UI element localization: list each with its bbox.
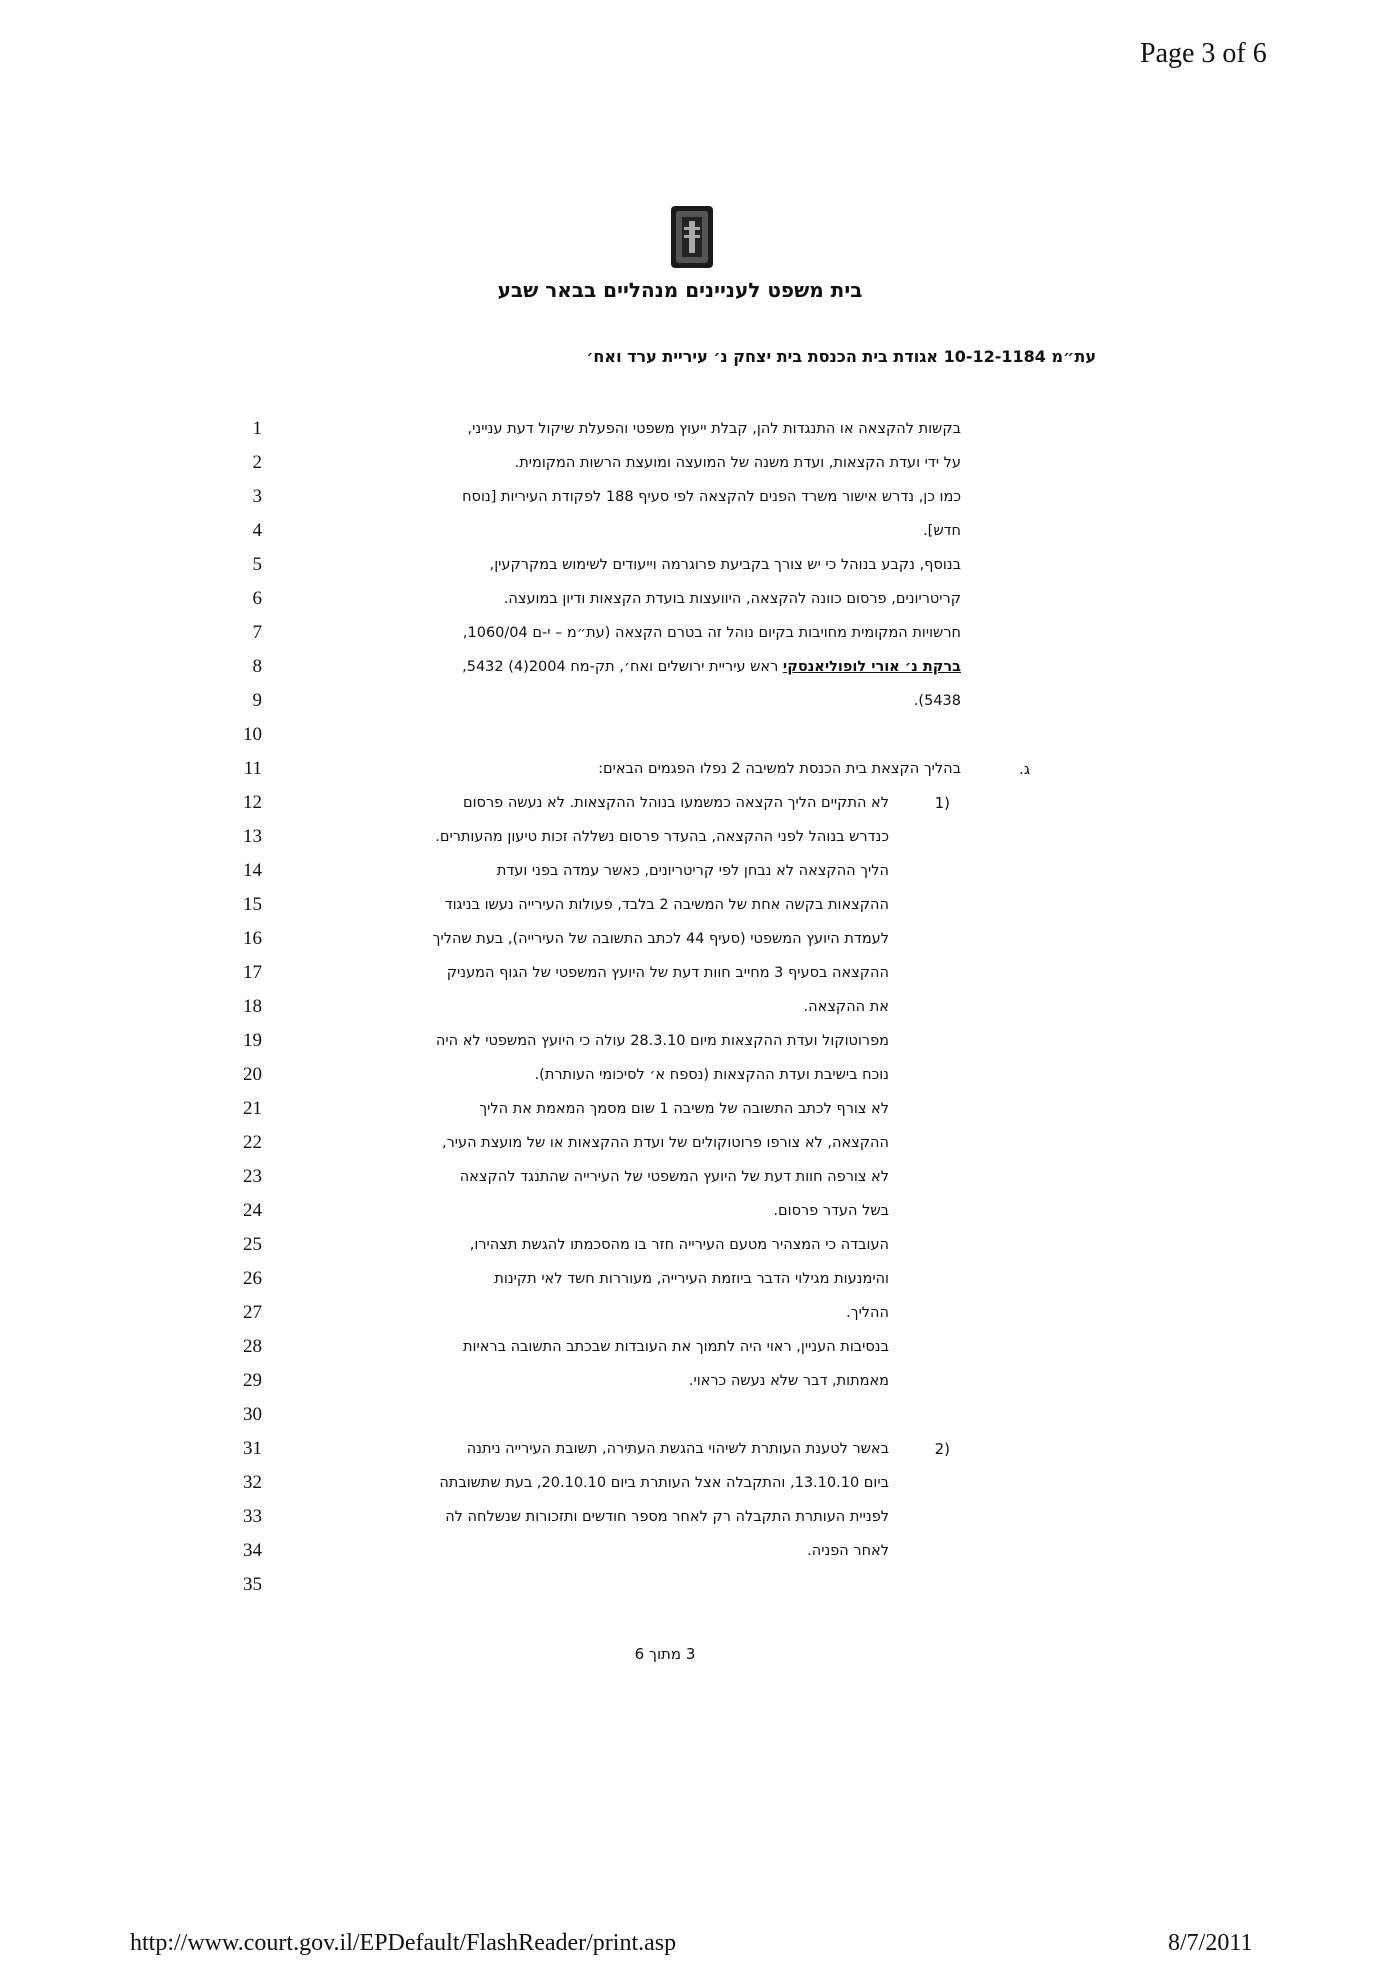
state-emblem-icon bbox=[670, 205, 714, 269]
line-number: 21 bbox=[243, 1098, 262, 1119]
case-title: עת״מ 10-12-1184 אגודת בית הכנסת בית יצחק נ׳ עיריית ערד ואח׳ bbox=[586, 347, 1096, 366]
line-number: 19 bbox=[243, 1030, 262, 1051]
line-number: 20 bbox=[243, 1064, 262, 1085]
text-line: ההקצאות בקשה אחת של המשיבה 2 בלבד, פעולות העירייה נעשו בניגוד bbox=[444, 897, 889, 913]
text-line: לאחר הפניה. bbox=[807, 1543, 889, 1559]
line-number: 4 bbox=[252, 520, 262, 541]
line-number: 34 bbox=[243, 1540, 262, 1561]
line-number: 28 bbox=[243, 1336, 262, 1357]
text-line: על ידי ועדת הקצאות, ועדת משנה של המועצה ומועצת הרשות המקומית. bbox=[514, 455, 961, 471]
text-line: בקשות להקצאה או התנגדות להן, קבלת ייעוץ משפטי והפעלת שיקול דעת ענייני, bbox=[467, 421, 961, 437]
text-line: העובדה כי המצהיר מטעם העירייה חזר בו מהסכמתו להגשת תצהירו, bbox=[469, 1237, 889, 1253]
citation-text: ראש עיריית ירושלים ואח׳, תק-מח 2004(4) 5432, bbox=[462, 659, 779, 675]
text-line: נוכח בישיבת ועדת ההקצאות (נספח א׳ לסיכומי העותרת). bbox=[534, 1067, 889, 1083]
text-line: את ההקצאה. bbox=[803, 999, 889, 1015]
text-line: בנוסף, נקבע בנוהל כי יש צורך בקביעת פרוגרמה וייעודים לשימוש במקרקעין, bbox=[489, 557, 961, 573]
case-party-name: ברקת נ׳ אורי לופוליאנסקי bbox=[782, 659, 961, 675]
page-number-header: Page 3 of 6 bbox=[1140, 38, 1267, 69]
line-number: 25 bbox=[243, 1234, 262, 1255]
line-number: 9 bbox=[252, 690, 262, 711]
line-number: 22 bbox=[243, 1132, 262, 1153]
line-number: 26 bbox=[243, 1268, 262, 1289]
section-marker: ג. bbox=[1019, 760, 1030, 778]
line-number: 1 bbox=[252, 418, 262, 439]
line-number: 27 bbox=[243, 1302, 262, 1323]
line-number: 7 bbox=[252, 622, 262, 643]
text-line: מפרוטוקול ועדת ההקצאות מיום 28.3.10 עולה כי היועץ המשפטי לא היה bbox=[435, 1033, 889, 1049]
line-number: 16 bbox=[243, 928, 262, 949]
text-line: ההליך. bbox=[846, 1305, 889, 1321]
text-line: 5438). bbox=[913, 693, 961, 709]
line-number: 5 bbox=[252, 554, 262, 575]
line-number: 24 bbox=[243, 1200, 262, 1221]
text-line: ההקצאה, לא צורפו פרוטוקולים של ועדת ההקצאות או של מועצת העיר, bbox=[441, 1135, 889, 1151]
text-line-citation bbox=[290, 659, 961, 675]
court-name: בית משפט לעניינים מנהליים בבאר שבע bbox=[497, 278, 863, 302]
line-number: 14 bbox=[243, 860, 262, 881]
line-number: 11 bbox=[243, 758, 262, 779]
text-line: באשר לטענת העותרת לשיהוי בהגשת העתירה, תשובת העירייה ניתנה bbox=[466, 1441, 889, 1457]
text-line: כנדרש בנוהל לפני ההקצאה, בהעדר פרסום נשללה זכות טיעון מהעותרים. bbox=[435, 829, 889, 845]
item-marker: (1 bbox=[934, 794, 950, 812]
line-number: 31 bbox=[243, 1438, 262, 1459]
print-url: http://www.court.gov.il/EPDefault/FlashReader/print.asp bbox=[130, 1930, 677, 1956]
text-line: בשל העדר פרסום. bbox=[773, 1203, 889, 1219]
line-number: 15 bbox=[243, 894, 262, 915]
text-line: ביום 13.10.10, והתקבלה אצל העותרת ביום 20.10.10, בעת שתשובתה bbox=[439, 1475, 889, 1491]
line-number: 6 bbox=[252, 588, 262, 609]
text-line: לעמדת היועץ המשפטי (סעיף 44 לכתב התשובה של העירייה), בעת שהליך bbox=[432, 931, 889, 947]
text-line: בנסיבות העניין, ראוי היה לתמוך את העובדות שבכתב התשובה בראיות bbox=[462, 1339, 889, 1355]
text-line: לא צורף לכתב התשובה של משיבה 1 שום מסמך המאמת את הליך bbox=[479, 1101, 889, 1117]
line-number: 2 bbox=[252, 452, 262, 473]
text-line: לפניית העותרת התקבלה רק לאחר מספר חודשים ותזכורות שנשלחה לה bbox=[445, 1509, 889, 1525]
print-date: 8/7/2011 bbox=[1168, 1930, 1253, 1956]
line-number: 30 bbox=[243, 1404, 262, 1425]
text-line: לא צורפה חוות דעת של היועץ המשפטי של העירייה שהתנגד להקצאה bbox=[459, 1169, 889, 1185]
line-number: 10 bbox=[243, 724, 262, 745]
line-number: 23 bbox=[243, 1166, 262, 1187]
line-number: 29 bbox=[243, 1370, 262, 1391]
line-number: 32 bbox=[243, 1472, 262, 1493]
text-line: והימנעות מגילוי הדבר ביוזמת העירייה, מעוררות חשד לאי תקינות bbox=[494, 1271, 889, 1287]
item-marker: (2 bbox=[934, 1440, 950, 1458]
line-number: 8 bbox=[252, 656, 262, 677]
line-number: 18 bbox=[243, 996, 262, 1017]
line-number: 17 bbox=[243, 962, 262, 983]
text-line: חרשויות המקומית מחויבות בקיום נוהל זה בטרם הקצאה (עת״מ – י-ם 1060/04, bbox=[462, 625, 961, 641]
text-line: לא התקיים הליך הקצאה כמשמעו בנוהל ההקצאות. לא נעשה פרסום bbox=[462, 795, 889, 811]
text-line: מאמתות, דבר שלא נעשה כראוי. bbox=[688, 1373, 889, 1389]
page-footer: 3 מתוך 6 bbox=[634, 1645, 696, 1663]
line-number: 12 bbox=[243, 792, 262, 813]
line-number: 35 bbox=[243, 1574, 262, 1595]
text-line: הליך ההקצאה לא נבחן לפי קריטריונים, כאשר עמדה בפני ועדת bbox=[496, 863, 889, 879]
line-number: 33 bbox=[243, 1506, 262, 1527]
text-line: בהליך הקצאת בית הכנסת למשיבה 2 נפלו הפגמים הבאים: bbox=[598, 761, 961, 777]
text-line: קריטריונים, פרסום כוונה להקצאה, היוועצות בועדת הקצאות ודיון במועצה. bbox=[503, 591, 961, 607]
line-number: 13 bbox=[243, 826, 262, 847]
text-line: כמו כן, נדרש אישור משרד הפנים להקצאה לפי סעיף 188 לפקודת העיריות [נוסח bbox=[462, 489, 961, 505]
text-line: חדש]. bbox=[923, 523, 961, 539]
line-number: 3 bbox=[252, 486, 262, 507]
text-line: ההקצאה בסעיף 3 מחייב חוות דעת של היועץ המשפטי של הגוף המעניק bbox=[446, 965, 889, 981]
